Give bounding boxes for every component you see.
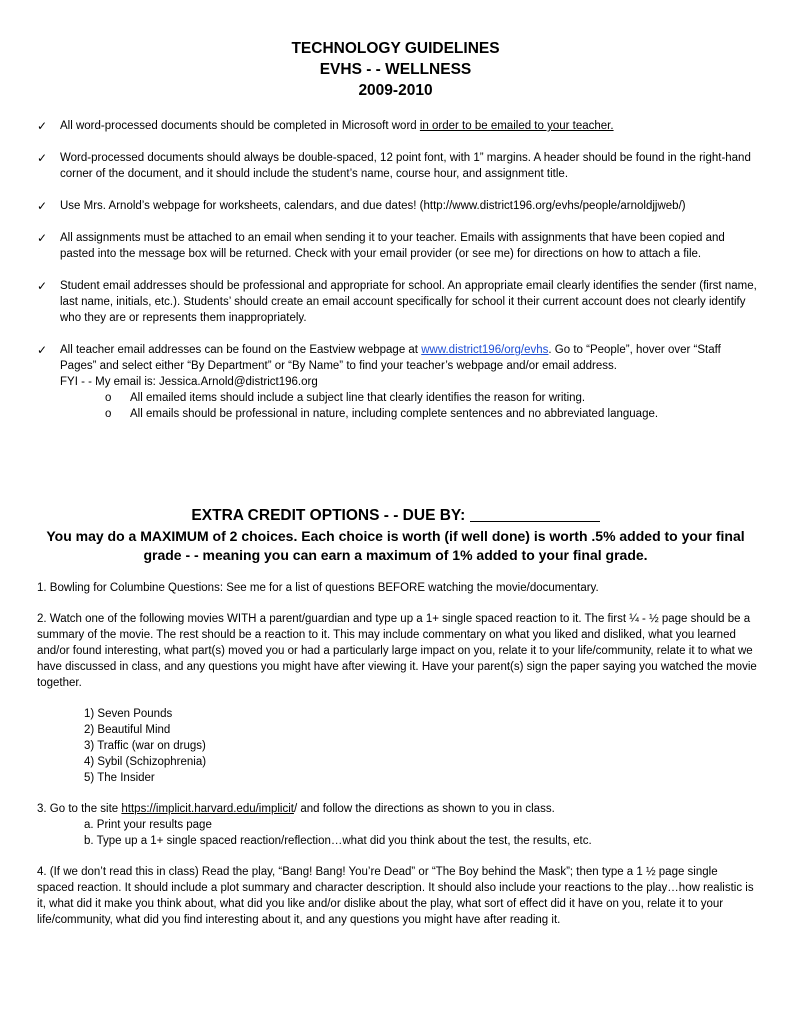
checkmark-icon: ✓ xyxy=(37,199,48,213)
extra-credit-heading: EXTRA CREDIT OPTIONS - - DUE BY: xyxy=(0,506,791,526)
checkmark-icon: ✓ xyxy=(37,119,48,133)
movie-item: 2) Beautiful Mind xyxy=(84,724,171,736)
email-sub-list xyxy=(60,390,757,422)
movie-item: 4) Sybil (Schizophrenia) xyxy=(84,756,207,768)
guideline-text: Use Mrs. Arnold’s webpage for worksheets, calendars, and due dates! (http://www.district196.org/evhs/people/arnoldjjweb/) xyxy=(60,200,686,212)
due-date-blank xyxy=(470,506,600,522)
guideline-item xyxy=(37,230,757,262)
guideline-item xyxy=(37,118,757,134)
movie-item: 1) Seven Pounds xyxy=(84,708,173,720)
checkmark-icon: ✓ xyxy=(37,151,48,165)
eastview-link[interactable]: www.district196/org/evhs xyxy=(421,344,549,356)
guideline-item xyxy=(37,198,757,214)
movie-list xyxy=(37,706,757,786)
sub-list-item: o All emailed items should include a subject line that clearly identifies the reason for writing. xyxy=(105,392,586,404)
option-3-step-a: a. Print your results page xyxy=(84,819,212,831)
guideline-item xyxy=(37,342,757,422)
guideline-text: All teacher email addresses can be found on the Eastview webpage at xyxy=(60,344,422,356)
checkmark-icon: ✓ xyxy=(37,279,48,293)
title-line-1: TECHNOLOGY GUIDELINES xyxy=(291,40,500,57)
option-3: 3. Go to the site https://implicit.harvard.edu/implicit/ and follow the directions as shown to you in class. a. Print your results page b. Type up a 1+ single spaced reaction/reflection…what did you think about the test, the results, etc. xyxy=(37,801,757,849)
document-title xyxy=(0,38,791,101)
checkmark-icon: ✓ xyxy=(37,343,48,357)
title-line-3: 2009-2010 xyxy=(358,82,433,99)
teacher-email-line: FYI - - My email is: Jessica.Arnold@district196.org xyxy=(60,376,318,388)
implicit-harvard-link[interactable]: https://implicit.harvard.edu/implicit xyxy=(121,803,294,815)
option-3-step-b: b. Type up a 1+ single spaced reaction/reflection…what did you think about the test, the results, etc. xyxy=(84,835,592,847)
guideline-text: . Go to “People”, hover over “Staff Pages” and select either “By Department” or “By Name” to find your teacher’s webpage and/or email address. xyxy=(60,344,721,372)
circle-bullet-icon: o xyxy=(105,392,112,404)
option-1: 1. Bowling for Columbine Questions: See me for a list of questions BEFORE watching the movie/documentary. xyxy=(37,582,599,594)
sub-list-item: o All emails should be professional in nature, including complete sentences and no abbreviated language. xyxy=(105,408,659,420)
guideline-text: All assignments must be attached to an email when sending it to your teacher. Emails with assignments that have been copied and pasted into the message box will be returned. Check with your email provider (or see me) for directions on how to attach a file. xyxy=(60,232,725,260)
guideline-emphasis: in order to be emailed to your teacher. xyxy=(419,120,614,132)
movie-item: 5) The Insider xyxy=(84,772,155,784)
guidelines-list xyxy=(37,118,757,438)
guideline-text: All word-processed documents should be completed in Microsoft word xyxy=(60,120,420,132)
checkmark-icon: ✓ xyxy=(37,231,48,245)
option-4: 4. (If we don’t read this in class) Read the play, “Bang! Bang! You’re Dead” or “The Boy behind the Mask”; then type a 1 ½ page single spaced reaction. It should include a plot summary and character description. It should also include your reactions to the play…how realistic is it, what did it make you think about, what did you like and/or dislike about the play, what sort of effect did it have on you, relate it to your life/community, what did you find interesting about it, and any questions you might have after reading it. xyxy=(37,866,754,926)
movie-item: 3) Traffic (war on drugs) xyxy=(84,740,206,752)
circle-bullet-icon: o xyxy=(105,408,112,420)
title-line-2: EVHS - - WELLNESS xyxy=(319,61,472,78)
extra-credit-instructions: You may do a MAXIMUM of 2 choices. Each choice is worth (if well done) is worth .5% added to your final grade - - meaning you can earn a maximum of 1% added to your final grade. xyxy=(46,528,745,563)
guideline-item xyxy=(37,150,757,182)
guideline-item xyxy=(37,278,757,326)
guideline-text: Student email addresses should be professional and appropriate for school. An appropriate email clearly identifies the sender (first name, last name, initials, etc.). Students’ should create an email account specifically for school it their current account does not clearly identify who they are or represents them inappropriately. xyxy=(60,280,757,324)
option-2: 2. Watch one of the following movies WITH a parent/guardian and type up a 1+ single spaced reaction to it. The first ¼ - ½ page should be a summary of the movie. The rest should be a reaction to it. This may include commentary on what you liked and disliked, what you learned and/or found interesting, what part(s) moved you or had a particularly large impact on you, relate it to your life/community, relate it to what we have discussed in class, and any questions you might have after viewing it. Have your parent(s) sign the paper saying you watched the movie together. xyxy=(37,613,757,689)
guideline-text: Word-processed documents should always be double-spaced, 12 point font, with 1” margins. A header should be found in the right-hand corner of the document, and it should include the student’s name, course hour, and assignment title. xyxy=(60,152,751,180)
extra-credit-options xyxy=(37,580,757,943)
